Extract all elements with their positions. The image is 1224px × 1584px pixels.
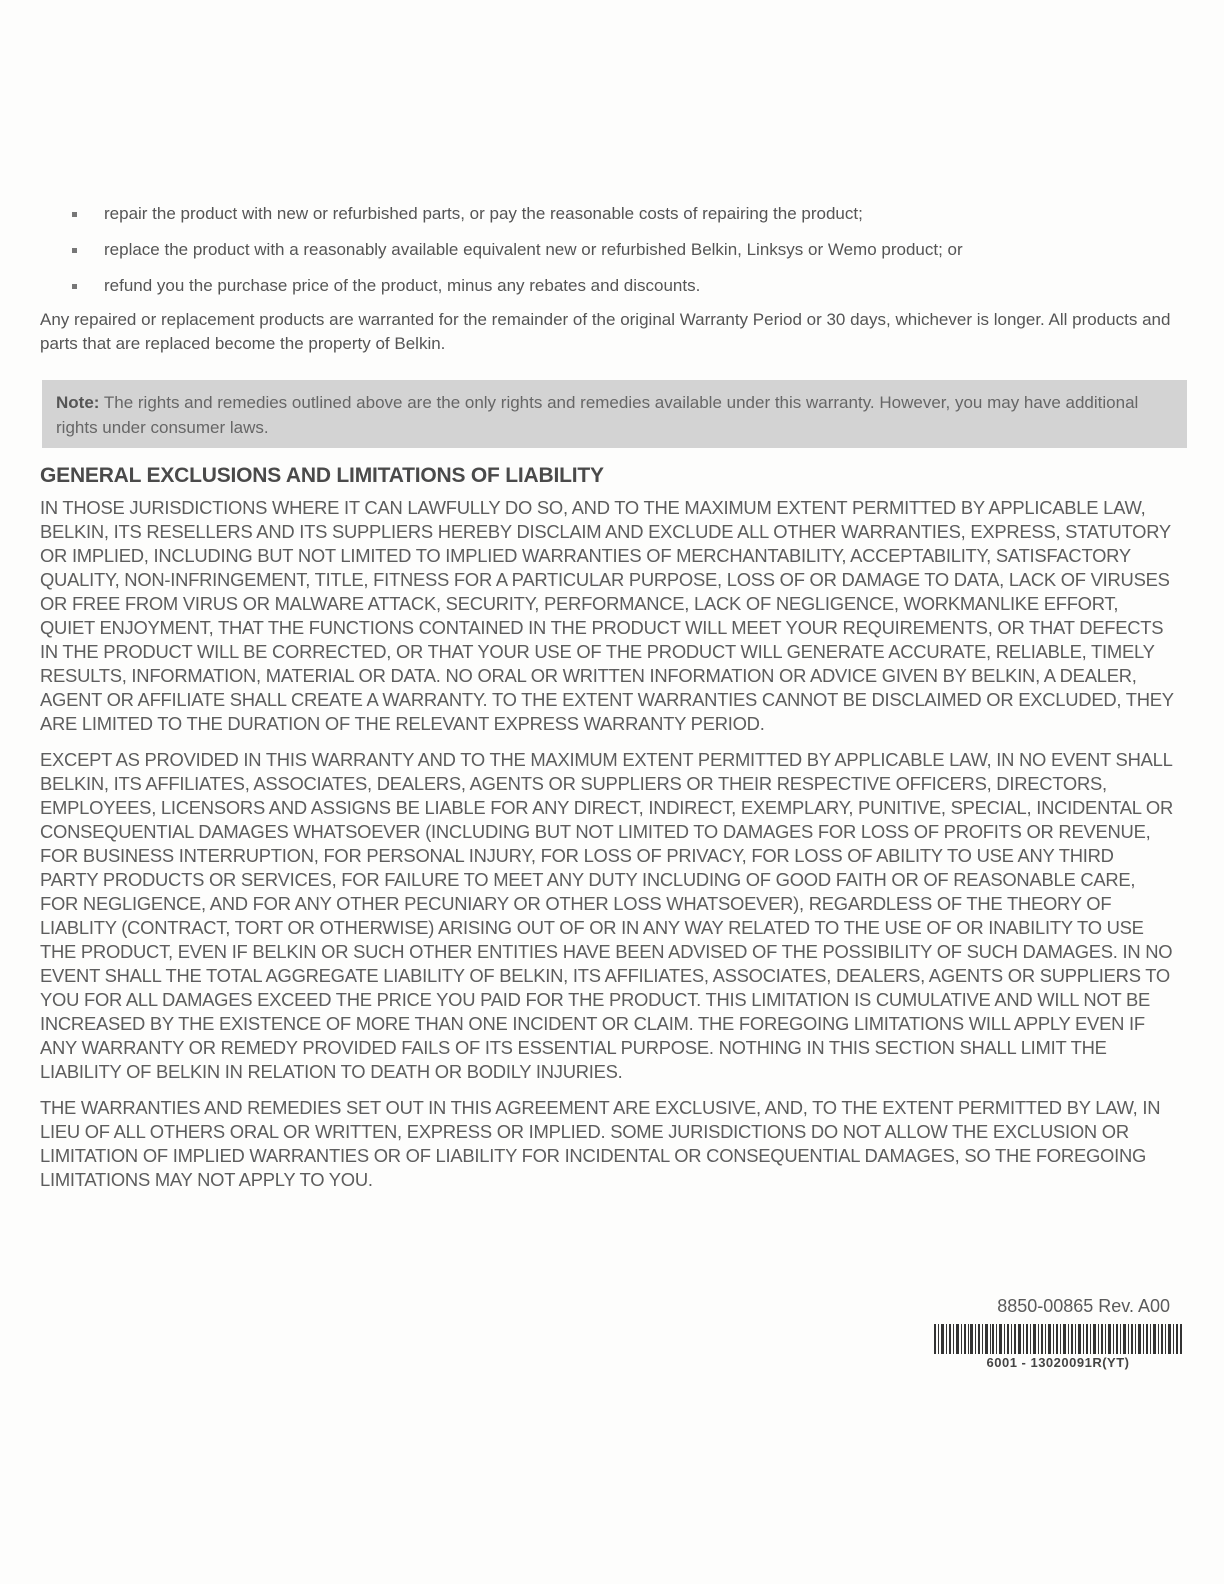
section-heading: GENERAL EXCLUSIONS AND LIMITATIONS OF LIABILITY <box>40 464 604 487</box>
document-code: 8850-00865 Rev. A00 <box>997 1296 1170 1316</box>
list-item: refund you the purchase price of the product, minus any rebates and discounts. <box>68 272 1175 300</box>
note-box <box>42 380 1187 448</box>
legal-paragraph: IN THOSE JURISDICTIONS WHERE IT CAN LAWFULLY DO SO, AND TO THE MAXIMUM EXTENT PERMITTED BY APPLICABLE LAW, BELKIN, ITS RESELLERS AND ITS SUPPLIERS HEREBY DISCLAIM AND EXCLUDE ALL OTHER WARRANTIES, EXPRESS, STATUTORY OR IMPLIED, INCLUDING BUT NOT LIMITED TO IMPLIED WARRANTIES OF MERCHANTABILITY, ACCEPTABILITY, SATISFACTORY QUALITY, NON-INFRINGEMENT, TITLE, FITNESS FOR A PARTICULAR PURPOSE, LOSS OF OR DAMAGE TO DATA, LACK OF VIRUSES OR FREE FROM VIRUS OR MALWARE ATTACK, SECURITY, PERFORMANCE, LACK OF NEGLIGENCE, WORKMANLIKE EFFORT, QUIET ENJOYMENT, THAT THE FUNCTIONS CONTAINED IN THE PRODUCT WILL MEET YOUR REQUIREMENTS, OR THAT DEFECTS IN THE PRODUCT WILL BE CORRECTED, OR THAT YOUR USE OF THE PRODUCT WILL GENERATE ACCURATE, RELIABLE, TIMELY RESULTS, INFORMATION, MATERIAL OR DATA. NO ORAL OR WRITTEN INFORMATION OR ADVICE GIVEN BY BELKIN, A DEALER, AGENT OR AFFILIATE SHALL CREATE A WARRANTY. TO THE EXTENT WARRANTIES CANNOT BE DISCLAIMED OR EXCLUDED, THEY ARE LIMITED TO THE DURATION OF THE RELEVANT EXPRESS WARRANTY PERIOD. <box>40 497 1174 734</box>
barcode-image <box>934 1324 1182 1354</box>
legal-paragraph: EXCEPT AS PROVIDED IN THIS WARRANTY AND TO THE MAXIMUM EXTENT PERMITTED BY APPLICABLE LAW, IN NO EVENT SHALL BELKIN, ITS AFFILIATES, ASSOCIATES, DEALERS, AGENTS OR SUPPLIERS OR THEIR RESPECTIVE OFFICERS, DIRECTORS, EMPLOYEES, LICENSORS AND ASSIGNS BE LIABLE FOR ANY DIRECT, INDIRECT, EXEMPLARY, PUNITIVE, SPECIAL, INCIDENTAL OR CONSEQUENTIAL DAMAGES WHATSOEVER (INCLUDING BUT NOT LIMITED TO DAMAGES FOR LOSS OF PROFITS OR REVENUE, FOR BUSINESS INTERRUPTION, FOR PERSONAL INJURY, FOR LOSS OF PRIVACY, FOR LOSS OF ABILITY TO USE ANY THIRD PARTY PRODUCTS OR SERVICES, FOR FAILURE TO MEET ANY DUTY INCLUDING OF GOOD FAITH OR OF REASONABLE CARE, FOR NEGLIGENCE, AND FOR ANY OTHER PECUNIARY OR OTHER LOSS WHATSOEVER), REGARDLESS OF THE THEORY OF LIABLITY (CONTRACT, TORT OR OTHERWISE) ARISING OUT OF OR IN ANY WAY RELATED TO THE USE OF OR INABILITY TO USE THE PRODUCT, EVEN IF BELKIN OR SUCH OTHER ENTITIES HAVE BEEN ADVISED OF THE POSSIBILITY OF SUCH DAMAGES. IN NO EVENT SHALL THE TOTAL AGGREGATE LIABILITY OF BELKIN, ITS AFFILIATES, ASSOCIATES, DEALERS, AGENTS OR SUPPLIERS TO YOU FOR ALL DAMAGES EXCEED THE PRICE YOU PAID FOR THE PRODUCT. THIS LIMITATION IS CUMULATIVE AND WILL NOT BE INCREASED BY THE EXISTENCE OF MORE THAN ONE INCIDENT OR CLAIM. THE FOREGOING LIMITATIONS WILL APPLY EVEN IF ANY WARRANTY OR REMEDY PROVIDED FAILS OF ITS ESSENTIAL PURPOSE. NOTHING IN THIS SECTION SHALL LIMIT THE LIABILITY OF BELKIN IN RELATION TO DEATH OR BODILY INJURIES. <box>40 749 1173 1082</box>
list-item: replace the product with a reasonably available equivalent new or refurbished Belkin, Linksys or Wemo product; or <box>68 236 1175 264</box>
remedy-list <box>40 200 1175 300</box>
barcode-number: 6001 - 13020091R(YT) <box>986 1355 1130 1370</box>
list-item: repair the product with new or refurbished parts, or pay the reasonable costs of repairing the product; <box>68 200 1175 228</box>
note-label: Note: <box>56 393 100 412</box>
replacement-paragraph: Any repaired or replacement products are warranted for the remainder of the original Warranty Period or 30 days, whichever is longer. All products and parts that are replaced become the property of Belkin. <box>40 310 1171 353</box>
note-text: The rights and remedies outlined above are the only rights and remedies available under this warranty. However, you may have additional rights under consumer laws. <box>56 393 1139 437</box>
document-page <box>40 200 1175 1204</box>
legal-paragraph: THE WARRANTIES AND REMEDIES SET OUT IN THIS AGREEMENT ARE EXCLUSIVE, AND, TO THE EXTENT PERMITTED BY LAW, IN LIEU OF ALL OTHERS ORAL OR WRITTEN, EXPRESS OR IMPLIED. SOME JURISDICTIONS DO NOT ALLOW THE EXCLUSION OR LIMITATION OF IMPLIED WARRANTIES OR OF LIABILITY FOR INCIDENTAL OR CONSEQUENTIAL DAMAGES, SO THE FOREGOING LIMITATIONS MAY NOT APPLY TO YOU. <box>40 1097 1161 1190</box>
